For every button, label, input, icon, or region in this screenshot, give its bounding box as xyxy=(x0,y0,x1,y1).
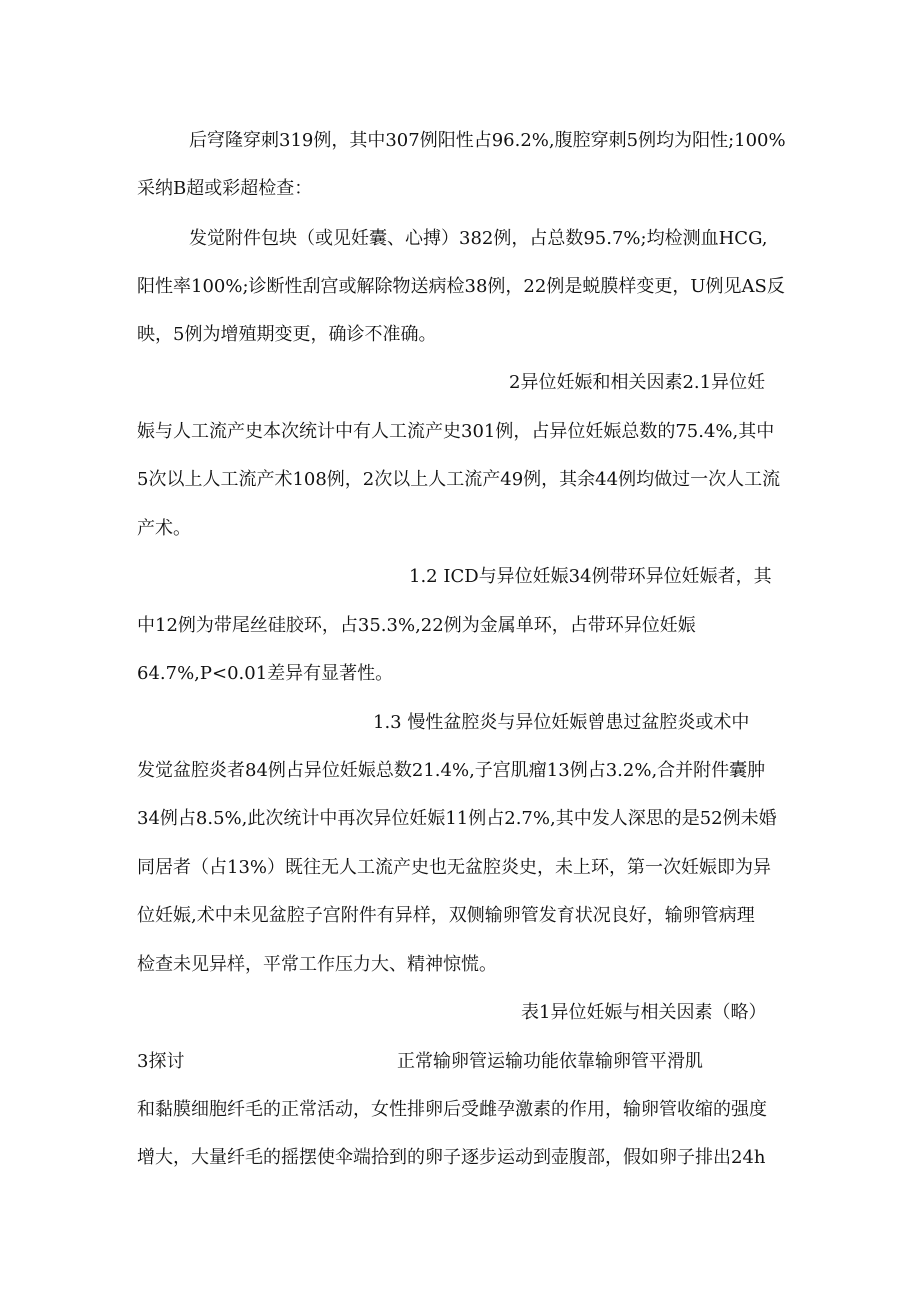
section-heading: 2异位妊娠和相关因素2.1异位妊 xyxy=(509,372,766,393)
paragraph-line: 位妊娠,术中未见盆腔子宫附件有异样，双侧输卵管发育状况良好，输卵管病理 xyxy=(137,905,755,926)
paragraph-line: 后穹隆穿刺319例，其中307例阳性占96.2%,腹腔穿刺5例均为阳性;100% xyxy=(189,130,786,151)
paragraph-line: 同居者（占13%）既往无人工流产史也无盆腔炎史，未上环，第一次妊娠即为异 xyxy=(137,857,772,878)
paragraph-line: 34例占8.5%,此次统计中再次异位妊娠11例占2.7%,其中发人深思的是52例未婚 xyxy=(137,808,777,829)
table-caption: 表1异位妊娠与相关因素（略） xyxy=(521,1002,767,1023)
paragraph-line: 64.7%,P<0.01差异有显著性。 xyxy=(137,663,394,684)
paragraph-line: 发觉盆腔炎者84例占异位妊娠总数21.4%,子宫肌瘤13例占3.2%,合并附件囊肿 xyxy=(137,760,766,781)
paragraph-line: 中12例为带尾丝硅胶环，占35.3%,22例为金属单环，占带环异位妊娠 xyxy=(137,615,696,636)
paragraph-line: 5次以上人工流产术108例，2次以上人工流产49例，其余44例均做过一次人工流 xyxy=(137,469,781,490)
section-heading: 1.2 ICD与异位妊娠34例带环异位妊娠者，其 xyxy=(409,566,772,587)
section-heading: 1.3 慢性盆腔炎与异位妊娠曾患过盆腔炎或术中 xyxy=(373,712,750,733)
paragraph-line: 检查未见异样，平常工作压力大、精神惊慌。 xyxy=(137,954,497,975)
paragraph-line: 采纳B超或彩超检查： xyxy=(137,178,313,199)
section-heading: 3探讨 xyxy=(137,1051,185,1072)
paragraph-line: 娠与人工流产史本次统计中有人工流产史301例，占异位妊娠总数的75.4%,其中 xyxy=(137,421,775,442)
paragraph-line: 阳性率100%;诊断性刮宫或解除物送病检38例，22例是蜕膜样变更，U例见AS反 xyxy=(137,276,785,297)
paragraph-line: 映，5例为增殖期变更，确诊不准确。 xyxy=(137,324,437,345)
paragraph-line: 产术。 xyxy=(137,518,191,539)
paragraph-line: 增大，大量纤毛的摇摆使伞端拾到的卵子逐步运动到壶腹部，假如卵子排出24h xyxy=(137,1147,766,1168)
paragraph-line: 发觉附件包块（或见妊囊、心搏）382例，占总数95.7%;均检测血HCG, xyxy=(189,228,768,249)
paragraph-line: 正常输卵管运输功能依靠输卵管平滑肌 xyxy=(397,1051,703,1072)
paragraph-line: 和黏膜细胞纤毛的正常活动，女性排卵后受雌孕激素的作用，输卵管收缩的强度 xyxy=(137,1099,767,1120)
